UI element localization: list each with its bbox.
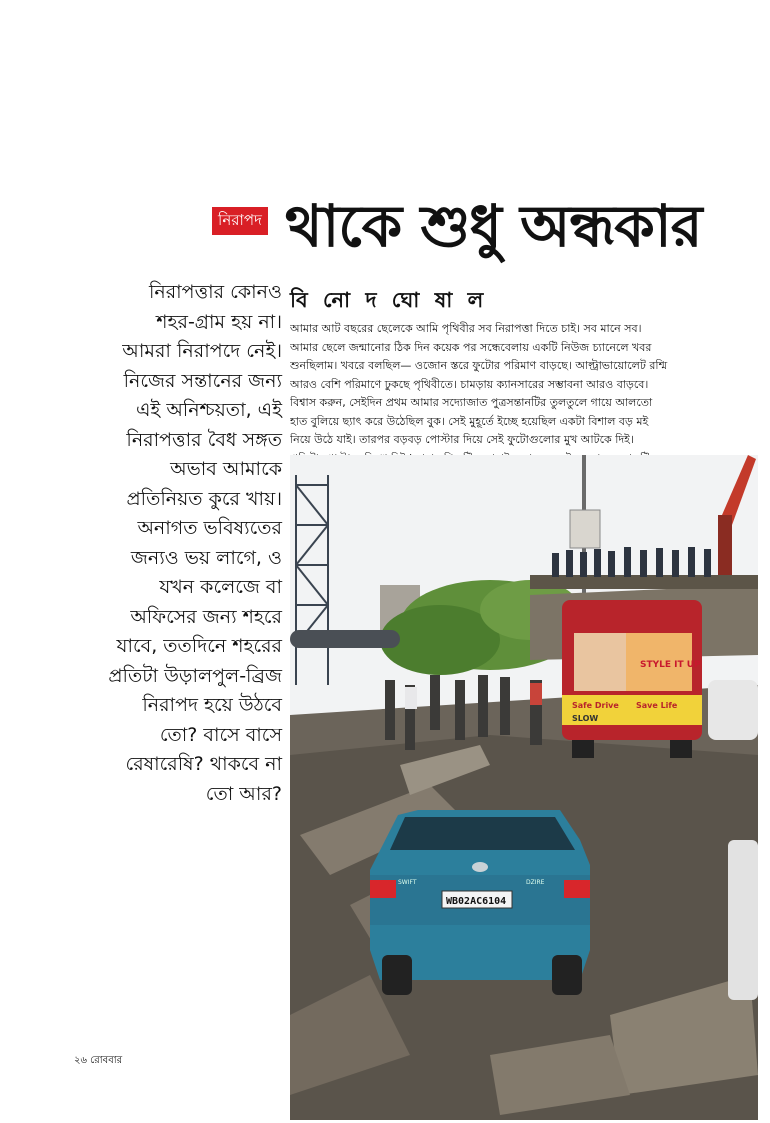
car-number-plate: WB02AC6104 <box>446 896 507 907</box>
pull-quote-line: রেষারেষি? থাকবে না <box>125 753 282 775</box>
bus <box>562 600 702 758</box>
body-line: বিশ্বাস করুন, সেইদিন প্রথম আমার সদ্যোজাত পুত্রসন্তানটির তুলতুলে গায়ে আলতো <box>290 396 653 409</box>
pull-quote-line: যাবে, ততদিনে শহরের <box>116 635 282 657</box>
pull-quote-line: প্রতিটা উড়ালপুল-ব্রিজ <box>108 664 282 687</box>
pull-quote-line: নিরাপদ হয়ে উঠবে <box>142 694 282 716</box>
body-line: আমার আট বছরের ছেলেকে আমি পৃথিবীর সব নিরাপত্তা দিতে চাই। সব মানে সব। <box>290 322 642 335</box>
article-body <box>290 320 760 468</box>
blue-car <box>370 810 590 995</box>
byline: বি নো দ ঘো ষা ল <box>290 288 488 312</box>
pull-quote-line: তো আর? <box>205 782 282 805</box>
car-model: DZIRE <box>526 879 545 886</box>
body-line: আরও বেশি পরিমাণে ঢুকছে পৃথিবীতে। চামড়ায় ক্যানসারের সম্ভাবনা আরও বাড়বে। <box>290 377 649 391</box>
pull-quote-line: নিজের সন্তানের জন্য <box>123 369 282 392</box>
collapse-scene-image <box>290 455 758 1120</box>
pull-quote-line: এই অনিশ্চয়তা, এই <box>135 399 282 421</box>
pull-quote-line: নিরাপত্তার বৈধ সঙ্গত <box>126 428 282 451</box>
pull-quote-line: তো? বাসে বাসে <box>159 723 282 746</box>
pull-quote-line: অফিসের জন্য শহরে <box>130 605 282 628</box>
billboard-text: STYLE IT UP <box>640 660 701 670</box>
bus-strip-1: Safe Drive <box>572 701 619 710</box>
body-line: শুনছিলাম। খবরে বলছিল— ওজোন স্তরে ফুটোর পরিমাণ বাড়ছে। আল্ট্রাভায়োলেট রশ্মি <box>290 359 668 372</box>
pull-quote-line: প্রতিনিয়ত কুরে খায়। <box>126 487 282 510</box>
car-badge: SWIFT <box>398 879 417 886</box>
bus-strip-2: Save Life <box>636 701 678 710</box>
news-photo <box>290 455 758 1120</box>
body-line: নিয়ে উঠে যাই। তারপর বড়বড় পোস্টার দিয়ে সেই ফুটোগুলোর মুখ আটকে দিই। <box>290 433 634 446</box>
pull-quote-line: জন্যও ভয় লাগে, ও <box>130 546 282 569</box>
pull-quote-line: আমরা নিরাপদে নেই। <box>122 340 282 362</box>
body-line: হাত বুলিয়ে ছ্যাৎ করে উঠেছিল বুক। সেই মুহূর্তে ইচ্ছে হয়েছিল একটা বিশাল বড় মই <box>290 414 649 428</box>
pull-quote <box>60 278 282 809</box>
section-tag: নিরাপদ <box>212 207 268 235</box>
pull-quote-line: যখন কলেজে বা <box>159 576 282 598</box>
body-line: আমার ছেলে জন্মানোর ঠিক দিন কয়েক পর সন্ধেবেলায় একটি নিউজ চ্যানেলে খবর <box>290 340 652 354</box>
bus-strip-3: SLOW <box>572 714 599 723</box>
pull-quote-line: অভাব আমাকে <box>170 458 282 480</box>
page-folio: ২৬ রোববার <box>74 1055 123 1066</box>
headline: থাকে শুধু অন্ধকার <box>285 192 702 260</box>
pull-quote-line: নিরাপত্তার কোনও <box>148 281 282 303</box>
pull-quote-line: অনাগত ভবিষ্যতের <box>137 517 282 539</box>
pull-quote-line: শহর-গ্রাম হয় না। <box>156 310 282 333</box>
